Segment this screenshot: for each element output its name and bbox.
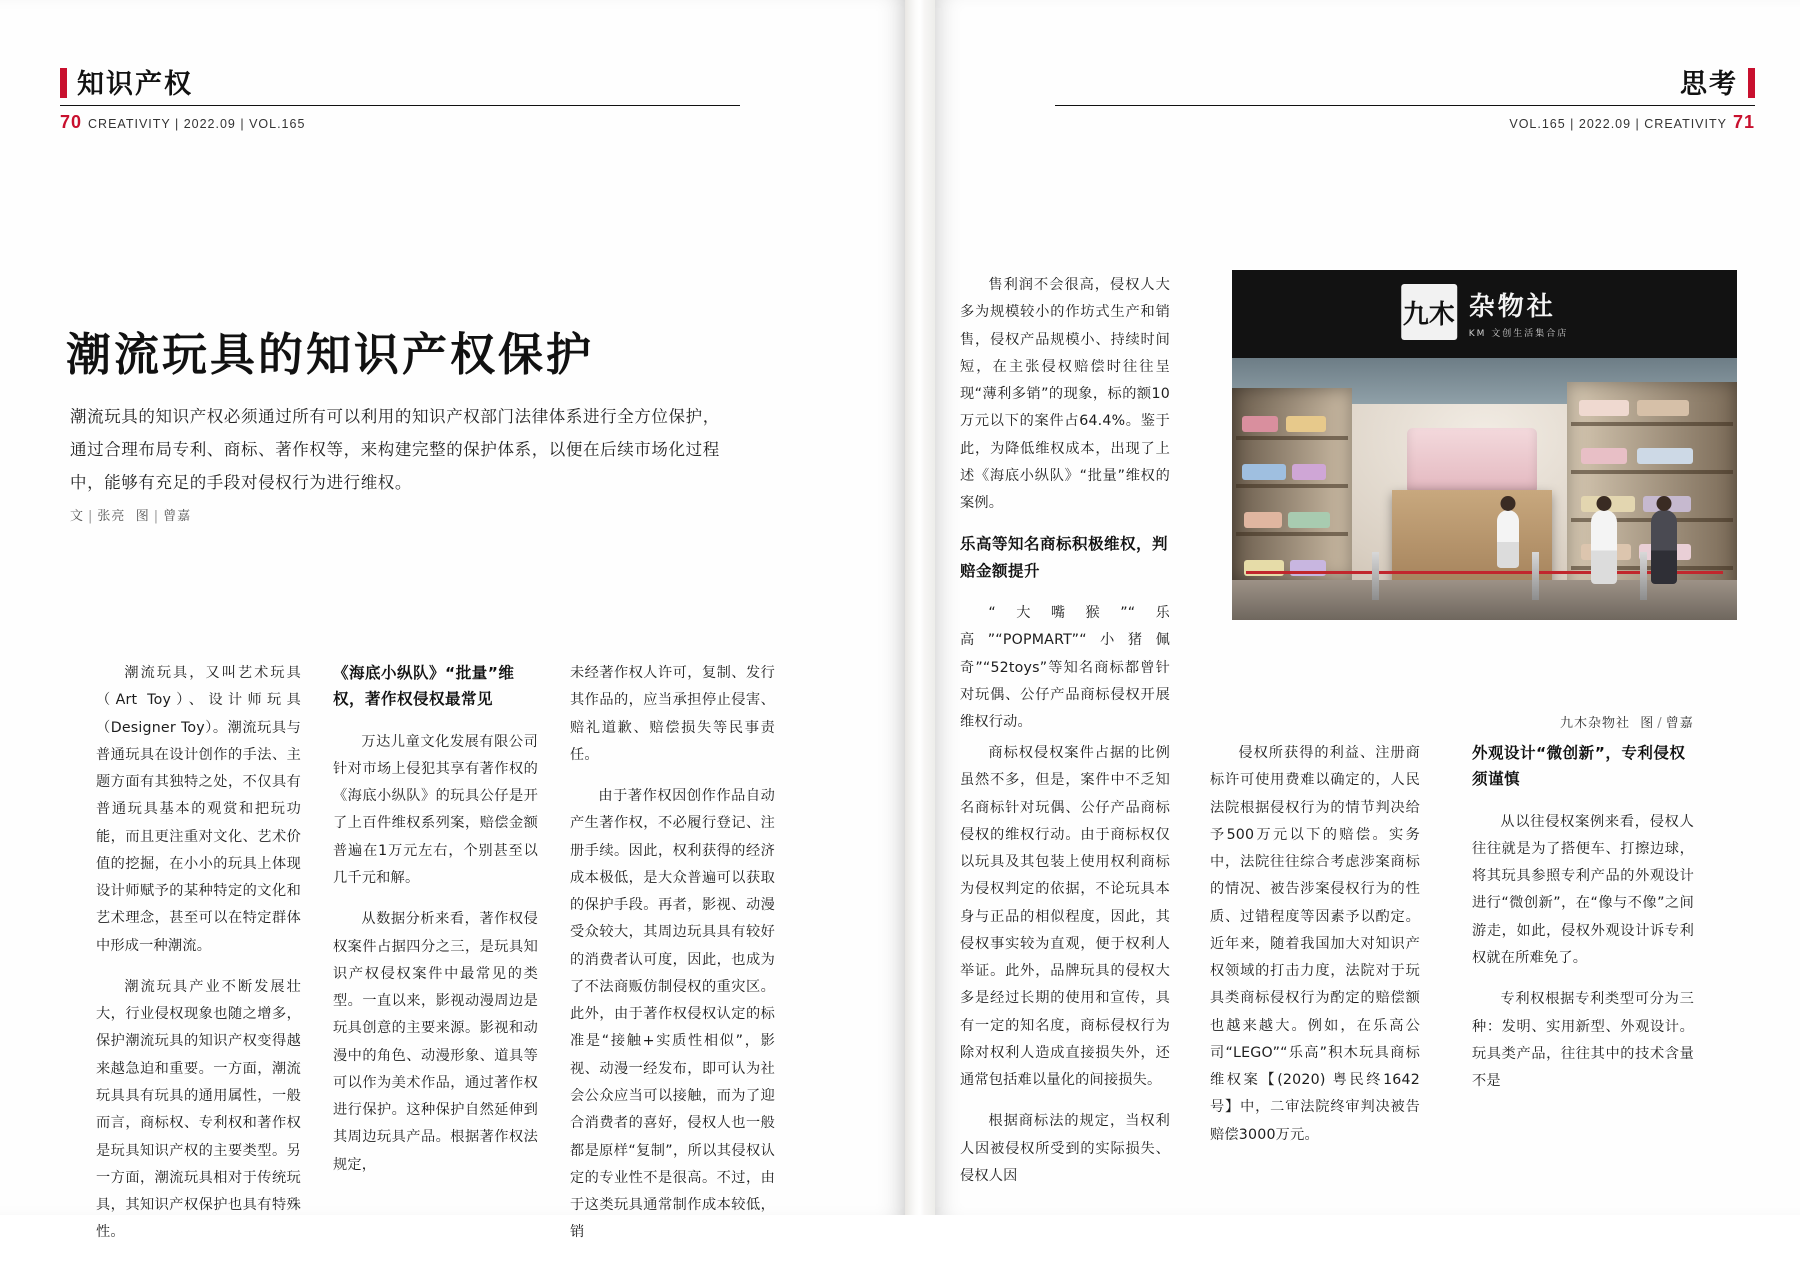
photo-caption-image-label: 图 (1640, 716, 1655, 731)
left-issue-meta: CREATIVITY | 2022.09 | VOL.165 (88, 117, 306, 131)
right-column-4 (1472, 740, 1694, 1109)
subheading: 《海底小纵队》“批量”维权，著作权侵权最常见 (333, 664, 515, 709)
left-section-row (60, 68, 740, 98)
left-column-2 (333, 660, 538, 1261)
page-title: 潮流玩具的知识产权保护 (66, 328, 595, 382)
shop-interior (1232, 358, 1737, 620)
byline-photographer: 曾嘉 (163, 509, 192, 524)
byline: 文 | 张亮 图 | 曾嘉 (70, 509, 192, 524)
standfirst: 潮流玩具的知识产权必须通过所有可以利用的知识产权部门法律体系进行全方位保护，通过合理布局专利、商标、著作权等，来构建完整的保护体系，以便在后续市场化过程中，能够有充足的手段对侵权行为进行维权。 (70, 407, 720, 492)
pullquote: 万达儿童文化发展有限公司针对市场上侵犯其享有著作权的《海底小纵队》的玩具公仔是开了上百件维权系列案，赔偿金额普遍在1万元左右，个别甚至以几千元和解。 (333, 733, 538, 887)
left-running-head (60, 68, 740, 133)
pullquote: 从以往侵权案例来看，侵权人往往就是为了搭便车、打擦边球，将其玩具参照专利产品的外观设计进行“微创新”，在“像与不像”之间游走，如此，侵权外观设计诉专利权就在所难免了。 (1472, 813, 1694, 967)
left-section-title: 知识产权 (77, 69, 193, 100)
byline-author: 张亮 (97, 509, 126, 524)
shop-logo-name: 杂物社 (1468, 291, 1556, 322)
shop-shelf-left (1232, 388, 1352, 580)
right-folio-row (1055, 112, 1755, 133)
paragraph: 潮流玩具，又叫艺术玩具（Art Toy）、设计师玩具（Designer Toy）。潮流玩具与普通玩具在设计创作的手法、主题方面有其独特之处，不仅具有普通玩具基本的观赏和把玩功能，而且更注重对文化、艺术价值的挖掘，在小小的玩具上体现设计师赋予的某种特定的文化和艺术理念，甚至可以在特定群体中形成一种潮流。 (96, 665, 301, 954)
shop-queue-post (1372, 552, 1379, 600)
right-header-rule (1055, 105, 1755, 106)
shop-staff (1651, 510, 1677, 584)
left-folio-row (60, 112, 740, 133)
left-column-3 (570, 660, 775, 1261)
right-section-row (1055, 68, 1755, 98)
pullquote: “大嘴猴”“乐高”“POPMART”“小猪佩奇”“52toys”等知名商标都曾针对玩偶、公仔产品商标侵权开展维权行动。 (960, 605, 1170, 731)
left-column-1 (96, 660, 301, 1261)
right-column-1 (960, 272, 1170, 750)
shop-photo-illustration (1232, 270, 1737, 620)
paragraph: 由于著作权因创作作品自动产生著作权，不必履行登记、注册手续。因此，权利获得的经济成本极低，是大众普遍可以获取的保护手段。再者，影视、动漫受众较大，其周边玩具具有较好的消费者认可度，因此，也成为了不法商贩仿制侵权的重灾区。此外，由于著作权侵权认定的标准是“接触+实质性相似”，影视、动漫一经发布，即可认为社会公众应当可以接触，而为了迎合消费者的喜好，侵权人也一般都是原样“复制”，所以其侵权认定的专业性不是很高。不过，由于这类玩具通常制作成本较低，销 (570, 788, 775, 1241)
paragraph: 售利润不会很高，侵权人大多为规模较小的作坊式生产和销售，侵权产品规模小、持续时间短，在主张侵权赔偿时往往呈现“薄利多销”的现象，标的额10万元以下的案件占64.4%。鉴于此，为降低维权成本，出现了上述《海底小纵队》“批量”维权的案例。 (960, 277, 1170, 512)
page-gutter (905, 0, 935, 1215)
photo-caption: 九木杂物社 图 / 曾嘉 (1560, 716, 1694, 731)
shop-customer (1591, 510, 1617, 584)
right-column-3 (1210, 740, 1420, 1163)
byline-image-label: 图 (135, 509, 150, 524)
right-issue-meta: VOL.165 | 2022.09 | CREATIVITY (1509, 117, 1727, 131)
left-header-rule (60, 105, 740, 106)
shop-photo (1232, 270, 1737, 620)
red-accent-bar-right (1748, 68, 1755, 98)
photo-caption-name: 九木杂物社 (1560, 716, 1631, 731)
subheading: 外观设计“微创新”，专利侵权须谨慎 (1472, 744, 1686, 789)
shop-facade (1232, 270, 1737, 358)
paragraph: 根据商标法的规定，当权利人因被侵权所受到的实际损失、侵权人因 (960, 1113, 1170, 1184)
shop-floor (1232, 580, 1737, 620)
paragraph: 商标权侵权案件占据的比例虽然不多，但是，案件中不乏知名商标针对玩偶、公仔产品商标侵权的维权行动。由于商标权仅以玩具及其包装上使用权利商标为侵权判定的依据，不论玩具本身与正品的相似程度，因此，其侵权事实较为直观，便于权利人举证。此外，品牌玩具的侵权大多是经过长期的使用和宣传，具有一定的知名度，商标侵权行为除对权利人造成直接损失外，还通常包括难以量化的间接损失。 (960, 745, 1170, 1089)
shop-queue-post (1640, 552, 1647, 600)
paragraph: 未经著作权人许可，复制、发行其作品的，应当承担停止侵害、赔礼道歉、赔偿损失等民事责任。 (570, 665, 775, 763)
right-column-2 (960, 740, 1170, 1204)
paragraph: 从数据分析来看，著作权侵权案件占据四分之三，是玩具知识产权侵权案件中最常见的类型。一直以来，影视动漫周边是玩具创意的主要来源。影视和动漫中的角色、动漫形象、道具等可以作为美术作品，通过著作权进行保护。这种保护自然延伸到其周边玩具产品。根据著作权法规定， (333, 911, 538, 1173)
shop-center-display-goods (1407, 428, 1537, 494)
right-section-title: 思考 (1680, 69, 1738, 100)
paragraph: 侵权所获得的利益、注册商标许可使用费难以确定的，人民法院根据侵权行为的情节判决给予500万元以下的赔偿。实务中，法院往往综合考虑涉案商标的情况、被告涉案侵权行为的性质、过错程度等因素予以酌定。近年来，随着我国加大对知识产权领域的打击力度，法院对于玩具类商标侵权行为酌定的赔偿额也越来越大。例如，在乐高公司“LEGO”“乐高”积木玩具商标维权案【(2020) 粤民终1642号】中，二审法院终审判决被告赔偿3000万元。 (1210, 745, 1420, 1143)
right-page-number: 71 (1732, 112, 1755, 132)
paragraph: 专利权根据专利类型可分为三种：发明、实用新型、外观设计。玩具类产品，往往其中的技术含量不是 (1472, 991, 1694, 1090)
byline-text-label: 文 (70, 509, 85, 524)
right-running-head (1055, 68, 1755, 133)
shop-customer (1497, 510, 1519, 568)
shop-sign (1401, 284, 1569, 340)
shop-logo-mark: 九木 (1401, 284, 1457, 340)
paragraph: 潮流玩具产业不断发展壮大，行业侵权现象也随之增多，保护潮流玩具的知识产权变得越来越急迫和重要。一方面，潮流玩具具有玩具的通用属性，一般而言，商标权、专利权和著作权是玩具知识产权的主要类型。另一方面，潮流玩具相对于传统玩具，其知识产权保护也具有特殊性。 (96, 978, 301, 1241)
left-body-columns (96, 660, 776, 1261)
shop-logo-subtitle: KM 文创生活集合店 (1468, 328, 1569, 339)
shop-logo-text (1469, 286, 1569, 339)
subheading: 乐高等知名商标积极维权，判赔金额提升 (960, 535, 1169, 580)
shop-queue-post (1532, 552, 1539, 600)
left-page-number: 70 (60, 112, 83, 132)
red-accent-bar (60, 68, 67, 98)
photo-caption-photographer: 曾嘉 (1665, 716, 1694, 731)
